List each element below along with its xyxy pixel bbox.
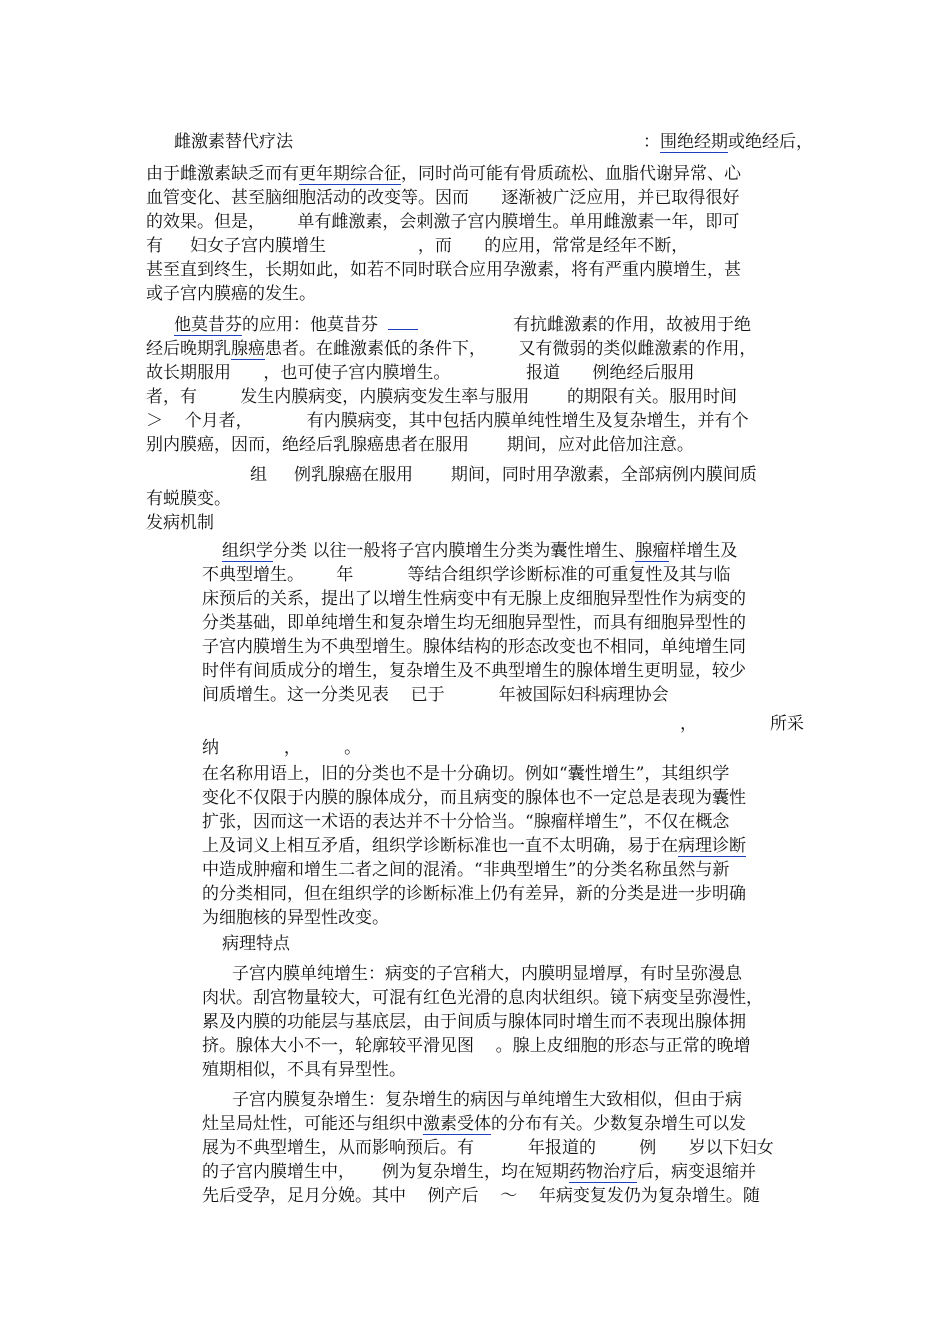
text-span: 的分布有关。少数复杂增生可以发 bbox=[491, 1114, 746, 1134]
para4-line1: 在名称用语上，旧的分类也不是十分确切。例如“囊性增生”，其组织学 bbox=[202, 764, 730, 784]
para5-line4: 挤。腺体大小不一，轮廓较平滑见图 。腺上皮细胞的形态与正常的晚增 bbox=[202, 1036, 751, 1056]
text-span: 样增生及 bbox=[669, 541, 738, 561]
para4-line4 bbox=[202, 834, 746, 858]
para6-line5: 先后受孕，足月分娩。其中 例产后 ～ 年病变复发仍为复杂增生。随 bbox=[202, 1186, 760, 1206]
text-span: 灶呈局灶性，可能还与组织中 bbox=[202, 1114, 423, 1134]
link-perimenopause[interactable]: 围绝经期 bbox=[660, 132, 728, 152]
para3-line9: 纳 ， 。 bbox=[202, 738, 362, 758]
colon-text: ： bbox=[643, 132, 660, 152]
para2-line3: 故长期服用 ，也可使子宫内膜增生。 报道 例绝经后服用 bbox=[146, 363, 695, 383]
para4-line7: 为细胞核的异型性改变。 bbox=[202, 908, 389, 928]
para1-line1-tail: 或绝经后， bbox=[728, 132, 813, 152]
para3-line8-comma: ， bbox=[680, 714, 697, 734]
text-span: 上及词义上相互矛盾，组织学诊断标准也一直不太明确，易于在 bbox=[202, 836, 678, 856]
hrt-heading: 雌激素替代疗法 bbox=[174, 132, 293, 152]
para2-line8: 有蜕膜变。 bbox=[146, 489, 231, 509]
para6-line3: 展为不典型增生，从而影响预后。有 年报道的 例 岁以下妇女 bbox=[202, 1138, 774, 1158]
para2-line5: ＞ 个月者， 有内膜病变，其中包括内膜单纯性增生及复杂增生，并有个 bbox=[146, 411, 749, 431]
para6-line4 bbox=[202, 1160, 756, 1184]
section-title-pathogenesis: 发病机制 bbox=[146, 513, 214, 533]
para1-line1-label bbox=[174, 130, 293, 154]
text-span: 后，病变退缩并 bbox=[637, 1162, 757, 1182]
text-span: 的应用：他莫昔芬 bbox=[242, 315, 378, 335]
para2-line4: 者，有 发生内膜病变，内膜病变发生率与服用 的期限有关。服用时间 bbox=[146, 387, 738, 407]
text-span: 有抗雌激素的作用，故被用于绝 bbox=[513, 315, 751, 335]
text-span: ，同时尚可能有骨质疏松、血脂代谢异常、心 bbox=[401, 164, 741, 184]
para3-line1 bbox=[222, 539, 737, 563]
link-adenoma[interactable]: 腺瘤 bbox=[635, 541, 670, 561]
para2-line6: 别内膜癌，因而，绝经后乳腺癌患者在服用 期间，应对此倍加注意。 bbox=[146, 435, 694, 455]
para3-line8-right: 所采 bbox=[770, 714, 804, 734]
para3-line7: 间质增生。这一分类见表 已于 年被国际妇科病理协会 bbox=[202, 685, 669, 705]
para3-line2: 不典型增生。 年 等结合组织学诊断标准的可重复性及其与临 bbox=[202, 565, 731, 585]
para1-line7: 或子宫内膜癌的发生。 bbox=[146, 284, 316, 304]
link-hormone-receptor[interactable]: 激素受体 bbox=[423, 1114, 491, 1134]
link-drug-therapy[interactable]: 药物治疗 bbox=[569, 1162, 638, 1182]
link-menopause-syndrome[interactable]: 更年期综合征 bbox=[299, 164, 401, 184]
para3-line4: 分类基础，即单纯增生和复杂增生均无细胞异型性，而具有细胞异型性的 bbox=[202, 613, 746, 633]
para4-line2: 变化不仅限于内膜的腺体成分，而且病变的腺体也不一定总是表现为囊性 bbox=[202, 788, 746, 808]
link-tamoxifen[interactable]: 他莫昔芬 bbox=[174, 315, 242, 335]
para2-line2 bbox=[146, 337, 756, 361]
para1-line2 bbox=[146, 162, 741, 186]
link-adenocarcinoma[interactable]: 腺癌 bbox=[231, 339, 265, 359]
para4-line6: 的分类相同，但在组织学的诊断标准上仍有差异，新的分类是进一步明确 bbox=[202, 884, 746, 904]
link-histology[interactable]: 组织学 bbox=[222, 541, 273, 561]
para1-line4: 的效果。但是， 单有雌激素，会刺激子宫内膜增生。单用雌激素一年，即可 bbox=[146, 212, 740, 232]
para1-line1-right bbox=[643, 130, 813, 154]
para3-line3: 床预后的关系，提出了以增生性病变中有无腺上皮细胞异型性作为病变的 bbox=[202, 589, 746, 609]
para1-line6: 甚至直到终生，长期如此，如若不同时联合应用孕激素，将有严重内膜增生，甚 bbox=[146, 260, 741, 280]
para4-line5: 中造成肿瘤和增生二者之间的混淆。“非典型增生”的分类名称虽然与新 bbox=[202, 860, 730, 880]
para1-line5: 有 妇女子宫内膜增生 ，而 的应用，常常是经年不断， bbox=[146, 236, 689, 256]
link-pathology-diagnosis[interactable]: 病理诊断 bbox=[678, 836, 746, 856]
para6-line1: 子宫内膜复杂增生：复杂增生的病因与单纯增生大致相似，但由于病 bbox=[232, 1090, 742, 1110]
para2-line7: 组 例乳腺癌在服用 期间，同时用孕激素，全部病例内膜间质 bbox=[250, 465, 757, 485]
text-span: 患者。在雌激素低的条件下， 又有微弱的类似雌激素的作用， bbox=[265, 339, 757, 359]
para2-line1 bbox=[174, 313, 751, 337]
para5-line5: 殖期相似，不具有异型性。 bbox=[202, 1060, 406, 1080]
text-span: 经后晚期乳 bbox=[146, 339, 231, 359]
para1-line3: 血管变化、甚至脑细胞活动的改变等。因而 逐渐被广泛应用，并已取得很好 bbox=[146, 188, 740, 208]
para3-line5: 子宫内膜增生为不典型增生。腺体结构的形态改变也不相同，单纯增生同 bbox=[202, 637, 746, 657]
para4-line3: 扩张，因而这一术语的表达并不十分恰当。“腺瘤样增生”，不仅在概念 bbox=[202, 812, 730, 832]
text-span: 的子宫内膜增生中， 例为复杂增生，均在短期 bbox=[202, 1162, 570, 1182]
subsection-title-pathology: 病理特点 bbox=[222, 934, 290, 954]
text-span: 分类 以往一般将子宫内膜增生分类为囊性增生、 bbox=[273, 541, 636, 561]
text-span: 由于雌激素缺乏而有 bbox=[146, 164, 299, 184]
blank-link-underline[interactable] bbox=[388, 317, 418, 330]
para5-line1: 子宫内膜单纯增生：病变的子宫稍大，内膜明显增厚，有时呈弥漫息 bbox=[232, 964, 742, 984]
para3-line6: 时伴有间质成分的增生，复杂增生及不典型增生的腺体增生更明显，较少 bbox=[202, 661, 746, 681]
para5-line2: 肉状。刮宫物量较大，可混有红色光滑的息肉状组织。镜下病变呈弥漫性， bbox=[202, 988, 763, 1008]
para6-line2 bbox=[202, 1112, 746, 1136]
para5-line3: 累及内膜的功能层与基底层，由于间质与腺体同时增生而不表现出腺体拥 bbox=[202, 1012, 746, 1032]
